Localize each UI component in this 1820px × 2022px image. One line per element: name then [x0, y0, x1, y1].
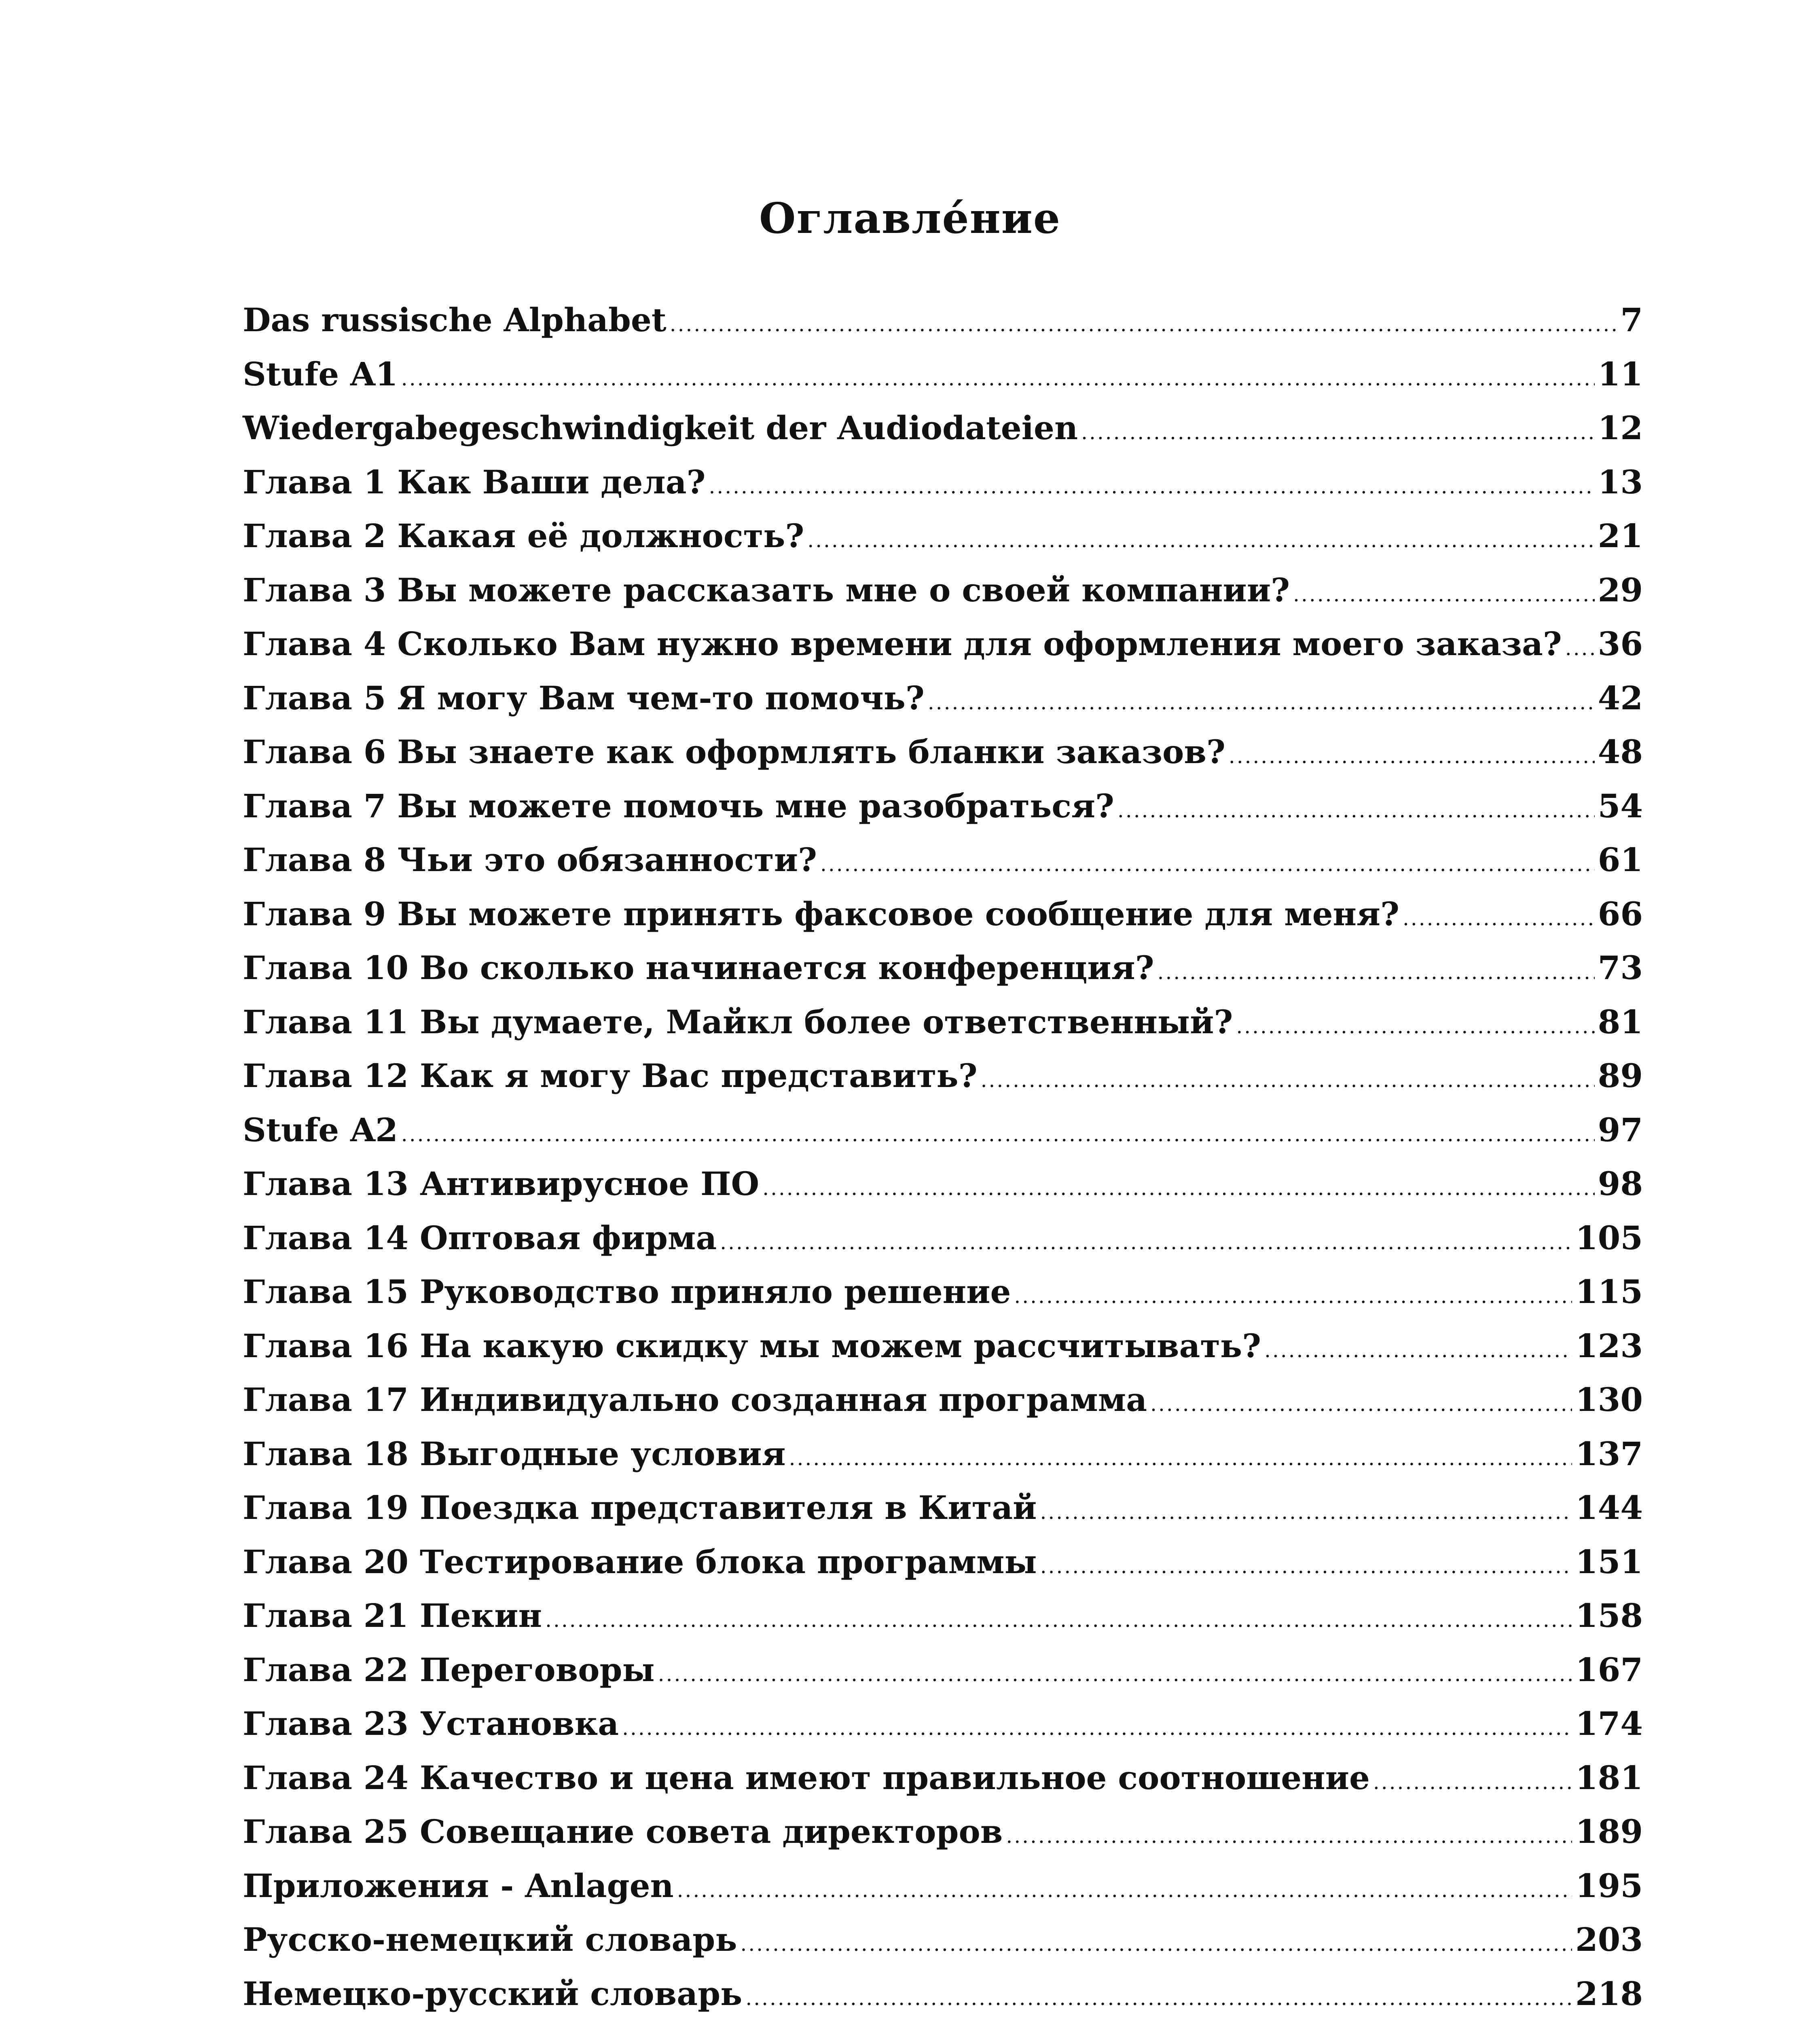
toc-entry-page-number: 36 [1598, 625, 1643, 663]
dot-leader [1117, 784, 1595, 838]
dot-leader [401, 352, 1595, 406]
toc-entry[interactable] [243, 1049, 1643, 1103]
dot-leader [1158, 945, 1595, 1000]
toc-entry[interactable] [243, 1751, 1643, 1805]
toc-entry-page-number: 42 [1598, 679, 1643, 717]
toc-entry-label: Глава 23 Установка [243, 1705, 619, 1743]
toc-entry-label: Глава 10 Во сколько начинается конференция? [243, 949, 1154, 987]
toc-entry[interactable] [243, 1589, 1643, 1643]
toc-entry-page-number: 137 [1575, 1434, 1643, 1473]
toc-entry-page-number: 61 [1598, 841, 1643, 879]
dot-leader [1403, 892, 1595, 946]
toc-entry-label: Глава 2 Какая её должность? [243, 517, 804, 555]
dot-leader [807, 514, 1594, 568]
dot-leader [670, 298, 1617, 352]
toc-entry[interactable] [243, 293, 1643, 347]
toc-entry[interactable] [243, 1967, 1643, 2021]
toc-entry[interactable] [243, 1157, 1643, 1211]
dot-leader [709, 460, 1594, 514]
toc-entry-page-number: 81 [1598, 1003, 1643, 1041]
toc-entry-label: Глава 9 Вы можете принять факсовое сообщение для меня? [243, 895, 1399, 933]
toc-entry-page-number: 89 [1598, 1057, 1643, 1095]
toc-entry-label: Stufe A1 [243, 355, 398, 393]
toc-entry-page-number: 189 [1575, 1813, 1643, 1851]
table-of-contents [243, 293, 1643, 2022]
dot-leader [1014, 1269, 1572, 1324]
toc-entry-page-number: 151 [1575, 1542, 1643, 1581]
toc-entry-label: Глава 3 Вы можете рассказать мне о своей компании? [243, 571, 1290, 609]
dot-leader [789, 1432, 1572, 1486]
toc-entry[interactable] [243, 401, 1643, 455]
toc-entry-page-number: 203 [1575, 1920, 1643, 1959]
toc-entry-label: Русско-немецкий словарь [243, 1920, 737, 1959]
toc-entry[interactable] [243, 725, 1643, 779]
toc-entry-page-number: 48 [1598, 733, 1643, 771]
dot-leader [741, 1917, 1572, 1971]
toc-entry-label: Глава 21 Пекин [243, 1597, 542, 1635]
toc-entry-label: Глава 18 Выгодные условия [243, 1434, 786, 1473]
toc-entry-label: Глава 19 Поездка представителя в Китай [243, 1489, 1037, 1527]
toc-entry-label: Приложения - Anlagen [243, 1866, 674, 1905]
dot-leader [1264, 1324, 1572, 1378]
toc-entry-label: Глава 5 Я могу Вам чем-то помочь? [243, 679, 925, 717]
toc-entry-page-number: 97 [1598, 1110, 1643, 1149]
toc-entry-page-number: 181 [1575, 1758, 1643, 1797]
dot-leader [1373, 1756, 1572, 1810]
dot-leader [401, 1108, 1595, 1162]
toc-entry-page-number: 130 [1575, 1381, 1643, 1419]
toc-entry[interactable] [243, 1535, 1643, 1589]
toc-entry-page-number: 11 [1598, 355, 1643, 393]
toc-entry-label: Глава 17 Индивидуально созданная программа [243, 1381, 1147, 1419]
toc-entry[interactable] [243, 671, 1643, 725]
toc-entry-label: Глава 12 Как я могу Вас представить? [243, 1057, 978, 1095]
toc-entry-page-number: 73 [1598, 949, 1643, 987]
toc-entry[interactable] [243, 1643, 1643, 1697]
toc-entry[interactable] [243, 563, 1643, 618]
toc-heading: Оглавле́ние [759, 193, 1061, 243]
toc-entry[interactable] [243, 347, 1643, 402]
toc-entry-label: Stufe A2 [243, 1110, 398, 1149]
dot-leader [545, 1593, 1572, 1648]
dot-leader [1081, 406, 1595, 460]
dot-leader [622, 1701, 1572, 1756]
toc-entry-label: Глава 16 На какую скидку мы можем рассчитывать? [243, 1326, 1261, 1365]
toc-entry-label: Глава 1 Как Ваши дела? [243, 463, 706, 501]
toc-entry-label: Глава 15 Руководство приняло решение [243, 1273, 1011, 1311]
toc-entry[interactable] [243, 1319, 1643, 1373]
toc-entry-label: Немецко-русский словарь [243, 1974, 743, 2013]
toc-entry-label: Глава 25 Совещание совета директоров [243, 1813, 1003, 1851]
dot-leader [1565, 622, 1595, 676]
toc-entry[interactable] [243, 1913, 1643, 1967]
toc-entry[interactable] [243, 455, 1643, 510]
toc-entry[interactable] [243, 617, 1643, 671]
toc-entry-page-number: 167 [1575, 1650, 1643, 1689]
toc-entry[interactable] [243, 1805, 1643, 1859]
toc-entry-label: Das russische Alphabet [243, 301, 667, 339]
dot-leader [1293, 568, 1595, 622]
toc-entry[interactable] [243, 833, 1643, 887]
toc-entry-page-number: 54 [1598, 787, 1643, 825]
toc-entry-page-number: 66 [1598, 895, 1643, 933]
toc-entry-label: Глава 24 Качество и цена имеют правильное соотношение [243, 1758, 1370, 1797]
dot-leader [762, 1161, 1594, 1216]
dot-leader [1006, 1809, 1572, 1863]
toc-entry-page-number: 144 [1575, 1489, 1643, 1527]
dot-leader [658, 1648, 1572, 1702]
toc-entry-page-number: 195 [1575, 1866, 1643, 1905]
dot-leader [745, 1971, 1572, 2022]
toc-entry[interactable] [243, 941, 1643, 995]
dot-leader [1229, 730, 1595, 784]
toc-entry[interactable] [243, 1697, 1643, 1751]
toc-entry-label: Глава 7 Вы можете помочь мне разобраться? [243, 787, 1114, 825]
toc-entry[interactable] [243, 1481, 1643, 1535]
toc-entry[interactable] [243, 1103, 1643, 1157]
toc-entry[interactable] [243, 1427, 1643, 1481]
toc-entry-label: Глава 8 Чьи это обязанности? [243, 841, 817, 879]
toc-entry-page-number: 174 [1575, 1705, 1643, 1743]
dot-leader [1040, 1485, 1572, 1540]
toc-entry-page-number: 7 [1620, 301, 1643, 339]
toc-entry-page-number: 218 [1575, 1974, 1643, 2013]
toc-entry-page-number: 13 [1598, 463, 1643, 501]
dot-leader [1040, 1540, 1572, 1594]
toc-entry-label: Глава 11 Вы думаете, Майкл более ответственный? [243, 1003, 1233, 1041]
dot-leader [928, 676, 1595, 730]
toc-entry-label: Глава 13 Антивирусное ПО [243, 1165, 760, 1203]
toc-entry-page-number: 98 [1598, 1165, 1643, 1203]
toc-entry-page-number: 12 [1598, 409, 1643, 447]
toc-entry-page-number: 105 [1575, 1218, 1643, 1257]
dot-leader [677, 1863, 1572, 1918]
toc-entry-label: Глава 20 Тестирование блока программы [243, 1542, 1037, 1581]
toc-entry-label: Глава 22 Переговоры [243, 1650, 655, 1689]
toc-entry[interactable] [243, 1265, 1643, 1319]
dot-leader [981, 1053, 1595, 1108]
toc-entry[interactable] [243, 1373, 1643, 1427]
toc-entry-label: Wiedergabegeschwindigkeit der Audiodateien [243, 409, 1078, 447]
dot-leader [1236, 1000, 1594, 1054]
toc-entry-label: Глава 4 Сколько Вам нужно времени для оформления моего заказа? [243, 625, 1562, 663]
toc-entry[interactable] [243, 887, 1643, 941]
toc-entry[interactable] [243, 995, 1643, 1049]
dot-leader [720, 1216, 1572, 1270]
toc-entry-page-number: 123 [1575, 1326, 1643, 1365]
toc-entry-page-number: 158 [1575, 1597, 1643, 1635]
toc-entry-page-number: 29 [1598, 571, 1643, 609]
toc-entry[interactable] [243, 509, 1643, 563]
toc-entry[interactable] [243, 1859, 1643, 1913]
toc-entry-page-number: 115 [1575, 1273, 1643, 1311]
dot-leader [820, 838, 1595, 892]
toc-entry-label: Глава 6 Вы знаете как оформлять бланки заказов? [243, 733, 1225, 771]
toc-entry[interactable] [243, 779, 1643, 833]
toc-entry-page-number: 21 [1598, 517, 1643, 555]
toc-entry[interactable] [243, 1211, 1643, 1265]
toc-entry-label: Глава 14 Оптовая фирма [243, 1218, 717, 1257]
dot-leader [1150, 1377, 1572, 1432]
